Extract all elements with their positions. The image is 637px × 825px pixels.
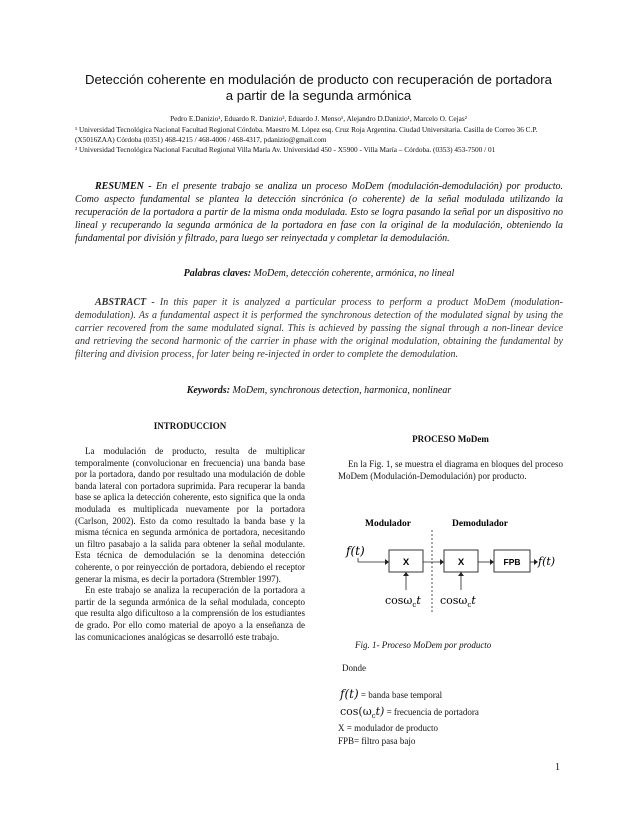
input-signal-label: f(t): [346, 544, 365, 558]
carrier-1-label: cosω$_c$t: [385, 594, 421, 609]
abstract-text: In this paper it is analyzed a particular process to perform a product MoDem (modulation-demodulation). As a fundamental aspect it is performed the synchronous detection of the modulated signal by using the carrier recovered from the same modulated signal. This is achieved by passing the signal through a non-linear device and retrieving the second harmonic of the carrier in phase with the original modulation, obtaining the fundamental by filtering and division process, for later being re-injected in order to complete the demodulation.: [75, 297, 563, 360]
fpb-label: FPB: [503, 557, 521, 567]
affiliation-2: ² Universidad Tecnológica Nacional Facultad Regional Villa María Av. Universidad 450 - X5900 - Villa María – Córdoba. (0353) 453-7500 / 01: [75, 145, 496, 154]
figure-caption: Fig. 1- Proceso MoDem por producto: [355, 640, 492, 650]
intro-heading: INTRODUCCION: [153, 421, 227, 431]
output-signal-label: f(t): [538, 555, 556, 568]
multiplier-2-label: X: [457, 557, 465, 568]
multiplier-1-label: X: [402, 557, 410, 568]
resumen-text: En el presente trabajo se analiza un proceso MoDem (modulación-demodulación) por producto. Como aspecto fundamental se plantea la detección sincrónica (o coherente) de la señal modulada utilizando la recuperación de la portadora a partir de la misma onda modulada. Esto se logra pasando la señal por un dispositivo no lineal y recuperando la segunda armónica de la portadora en fase con la original de la modulación, obteniendo la fundamental por división y filtrado, para luego ser reinyectada y completar la demodulación.: [75, 181, 563, 244]
title-line-2: a partir de la segunda armónica: [225, 88, 412, 103]
palabras-label: Palabras claves:: [183, 268, 252, 279]
legend-line-1: [340, 687, 442, 701]
donde-label: Donde: [342, 663, 366, 673]
carrier-arrow-1: [403, 572, 409, 576]
legend-2-text: = frecuencia de portadora: [384, 707, 479, 717]
page-number: 1: [555, 762, 560, 773]
keywords-text: MoDem, synchronous detection, harmonica, nonlinear: [230, 385, 452, 396]
proceso-heading: PROCESO MoDem: [412, 434, 489, 444]
affiliation-1: ¹ Universidad Tecnológica Nacional Facultad Regional Córdoba. Maestro M. López esq. Cruz Roja Argentina. Ciudad Universitaria. Casilla de Correo 36 C.P. (X5016ZAA) Córdoba (0351) 468-4215 / 468-4006 / 468-4317, pdanizio@gmail.com: [75, 125, 538, 144]
abstract-label: ABSTRACT -: [95, 297, 155, 308]
demodulador-label: Demodulador: [452, 519, 508, 529]
keywords: [75, 385, 563, 396]
paper-title: [60, 72, 577, 104]
palabras-text: MoDem, detección coherente, armónica, no lineal: [251, 268, 455, 279]
title-line-1: Detección coherente en modulación de producto con recuperación de portadora: [85, 72, 552, 87]
proceso-paragraph-1: En la Fig. 1, se muestra el diagrama en bloques del proceso MoDem (Modulación-Demodulación) por producto.: [338, 459, 563, 481]
resumen-paragraph: [75, 180, 563, 245]
arrow-1: [385, 559, 389, 565]
arrow-3: [490, 559, 494, 565]
legend-1-symbol: f(t): [340, 687, 359, 701]
modem-block-diagram: [335, 510, 565, 620]
intro-paragraph-2: En este trabajo se analiza la recuperación de la portadora a partir de la segunda armónica de la señal modulada, concepto que resulta algo dificultoso a la comprensión de los estudiantes de grado. Por ello como material de apoyo a la enseñanza de las comunicaciones analógicas se desarrolló este trabajo.: [75, 585, 305, 642]
legend-2-symbol: $\cos(\omega_ct)$: [340, 705, 385, 721]
intro-paragraph-1: La modulación de producto, resulta de multiplicar temporalmente (convolucionar en frecuencia) una banda base por la portadora, dando por resultado una modulación de doble banda lateral con portadora suprimida. Para recuperar la banda base se aplica la detección coherente, esto significa que la onda modulada es multiplicada nuevamente por la portadora (Carlson, 2002). Esto da como resultado la banda base y la misma técnica en segunda armónica de portadora, necesitando un filtro pasabajo a la salida para obtener la señal modulante. Esta técnica de demodulación se la denomina detección coherente, o por reinyección de portadora, debiendo el receptor generar la misma, es decir la portadora (Strembler 1997).: [75, 446, 305, 584]
proceso-section: [338, 459, 563, 482]
keywords-label: Keywords:: [186, 385, 231, 396]
intro-section: [75, 446, 305, 643]
modulador-label: Modulador: [365, 519, 411, 529]
legend-line-4: FPB= filtro pasa bajo: [338, 736, 416, 746]
arrow-2: [440, 559, 444, 565]
legend-line-3: X = modulador de producto: [338, 723, 439, 733]
abstract-paragraph: [75, 296, 563, 361]
palabras-claves: [75, 268, 563, 279]
resumen-label: RESUMEN -: [95, 181, 152, 192]
carrier-arrow-2: [458, 572, 464, 576]
legend-1-text: = banda base temporal: [358, 690, 443, 700]
author-list: Pedro E.Danizio¹, Eduardo R. Danizio², Eduardo J. Menso¹, Alejandro D.Danizio¹, Marcelo O. Cejas²: [170, 114, 467, 123]
carrier-2-label: cosω$_c$t: [440, 594, 476, 609]
legend-line-2: [340, 705, 479, 720]
